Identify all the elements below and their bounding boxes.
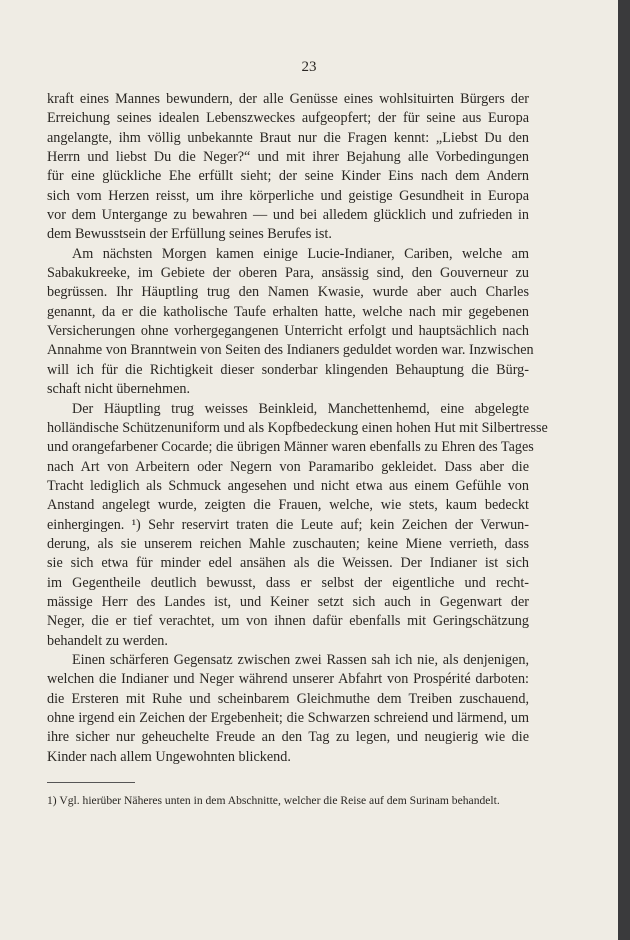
text-line: behandelt zu werden.	[47, 632, 168, 649]
text-line: will ich für die Richtigkeit dieser sonderbar klingenden Behauptung die Bürg-	[47, 361, 529, 378]
text-line: sich vom Herzen reisst, um ihre körperliche und geistige Gesundheit in Europa	[47, 187, 529, 204]
text-line: Einen schärferen Gegensatz zwischen zwei Rassen sah ich nie, als denjenigen,	[72, 651, 529, 668]
text-line: welchen die Indianer und Neger während unserer Abfahrt von Prospérité darboten:	[47, 671, 529, 688]
footnote: 1) Vgl. hierüber Näheres unten in dem Abschnitte, welcher die Reise auf dem Surinam behandelt.	[47, 794, 500, 807]
text-line: Sabakukreeke, im Gebiete der oberen Para, ansässig sind, den Gouverneur zu	[47, 265, 529, 282]
text-line: einhergingen. ¹) Sehr reservirt traten die Leute auf; kein Zeichen der Verwun-	[47, 516, 529, 533]
text-line: die Ersteren mit Ruhe und scheinbarem Gleichmuthe dem Treiben zuschauend,	[47, 690, 529, 707]
page-number: 23	[301, 59, 317, 75]
footnote-rule	[47, 782, 135, 783]
text-line: mässige Herr des Landes ist, und Keiner setzt sich auch in Gegenwart der	[47, 593, 529, 610]
text-line: derung, als sie unserem reichen Mahle zuschauten; keine Miene verrieth, dass	[47, 535, 529, 552]
body-text	[47, 90, 548, 767]
text-line: vor dem Untergange zu bewahren — und bei alledem glücklich und zufrieden in	[47, 207, 529, 224]
text-line: holländische Schützenuniform und als Kopfbedeckung einen hohen Hut mit Silbertresse	[47, 419, 548, 436]
text-line: Anstand angelegt wurde, zeigten die Frauen, welche, wie stets, kaum bedeckt	[47, 497, 529, 514]
text-line: Neger, die er tief verachtet, um von ihnen dafür ebenfalls mit Geringschätzung	[47, 613, 529, 630]
text-line: kraft eines Mannes bewundern, der alle Genüsse eines wohlsituirten Bürgers der	[47, 91, 529, 107]
text-line: dem Bewusstsein der Erfüllung seines Berufes ist.	[47, 226, 332, 243]
text-line: Annahme von Branntwein von Seiten des Indianers geduldet worden war. Inzwischen	[47, 342, 534, 359]
text-line: genannt, da er die katholische Taufe erhalten hatte, welche nach mir gegebenen	[47, 303, 529, 320]
text-line: schaft nicht übernehmen.	[47, 381, 191, 398]
text-line: im Gegentheile deutlich bewusst, dass er selbst der eigentliche und recht-	[47, 574, 529, 591]
text-line: nach Art von Arbeitern oder Negern von Paramaribo gekleidet. Dass aber die	[47, 458, 529, 475]
text-line: Erreichung seines idealen Lebenszweckes aufgeopfert; der für seine aus Europa	[47, 110, 529, 127]
text-line: Der Häuptling trug weisses Beinkleid, Manchettenhemd, eine abgelegte	[72, 400, 529, 417]
text-line: begrüssen. Ihr Häuptling trug den Namen Kwasie, wurde aber auch Charles	[47, 284, 529, 301]
text-line: sie sich etwa für minder edel ansähen als die Weissen. Der Indianer ist sich	[47, 555, 529, 572]
text-line: Versicherungen ohne vorhergegangenen Unterricht erfolgt und hauptsächlich nach	[47, 323, 529, 340]
text-line: Am nächsten Morgen kamen einige Lucie-Indianer, Cariben, welche am	[72, 245, 529, 262]
text-line: Tracht lediglich als Schmuck angesehen und nicht etwa aus einem Gefühle von	[47, 477, 529, 494]
text-line: und orangefarbener Cocarde; die übrigen Männer waren ebenfalls zu Ehren des Tages	[47, 439, 534, 456]
text-line: angelangte, ihm völlig unbekannte Braut nur die Fragen kennt: „Liebst Du den	[47, 129, 529, 146]
text-line: ohne irgend ein Zeichen der Ergebenheit; die Schwarzen schreiend und lärmend, um	[47, 710, 529, 726]
text-line: ihre sicher nur geheuchelte Freude an den Tag zu legen, und neugierig wie die	[47, 729, 529, 746]
text-line: Kinder nach allem Ungewohnten blickend.	[47, 748, 291, 765]
text-line: für eine glückliche Ehe erfüllt sieht; der seine Kinder Eins nach dem Andern	[47, 168, 529, 185]
text-line: Herrn und liebst Du die Neger?“ und mit ihrer Bejahung alle Vorbedingungen	[47, 149, 529, 166]
